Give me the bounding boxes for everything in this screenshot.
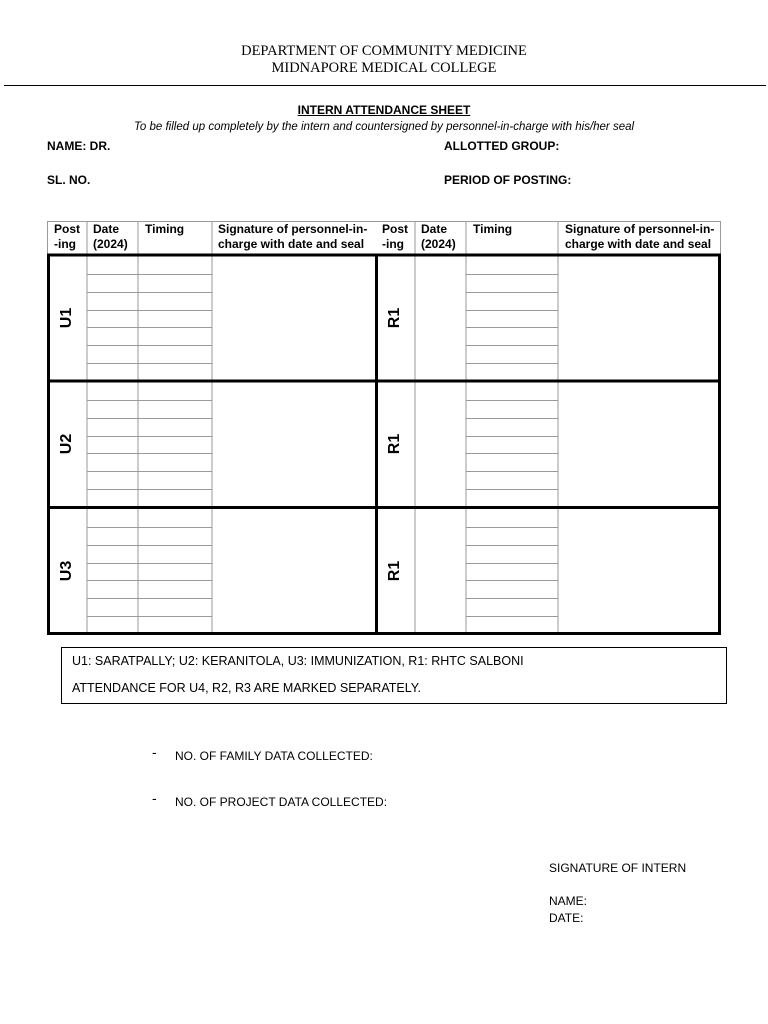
attendance-grid — [47, 221, 721, 635]
signature-name-label: NAME: — [549, 894, 588, 908]
college-title: MIDNAPORE MEDICAL COLLEGE — [271, 60, 497, 76]
header-posting-right: Post -ing — [382, 222, 409, 251]
sheet-subtitle: To be filled up completely by the intern and countersigned by personnel-in-charge with his/her seal — [133, 121, 635, 133]
name-field-label: NAME: DR. — [47, 139, 111, 153]
block-code-right-3: R1 — [386, 560, 403, 582]
signature-of-intern-label: SIGNATURE OF INTERN — [549, 861, 687, 875]
department-title: DEPARTMENT OF COMMUNITY MEDICINE — [241, 43, 527, 59]
header-timing-left: Timing — [145, 222, 185, 236]
header-divider — [4, 85, 766, 86]
grid-lines — [47, 221, 721, 635]
block-code-right-2: R1 — [386, 433, 403, 455]
period-of-posting-label: PERIOD OF POSTING: — [444, 173, 572, 187]
legend-line-2: ATTENDANCE FOR U4, R2, R3 ARE MARKED SEPARATELY. — [72, 681, 421, 695]
header-signature-left: Signature of personnel-in- charge with date and seal — [218, 222, 368, 251]
header-signature-right: Signature of personnel-in- charge with date and seal — [565, 222, 715, 251]
header-timing-right: Timing — [473, 222, 513, 236]
project-data-label: NO. OF PROJECT DATA COLLECTED: — [175, 795, 388, 809]
signature-date-label: DATE: — [549, 911, 584, 925]
sl-no-label: SL. NO. — [47, 173, 91, 187]
header-date-right: Date (2024) — [421, 222, 456, 251]
dash-marker: - — [152, 790, 157, 806]
dash-marker: - — [152, 744, 157, 760]
block-code-left-3: U3 — [58, 560, 75, 582]
block-code-left-1: U1 — [58, 307, 75, 329]
block-code-right-1: R1 — [386, 307, 403, 329]
sheet-title: INTERN ATTENDANCE SHEET — [297, 103, 471, 117]
header-posting-left: Post -ing — [54, 222, 81, 251]
legend-box — [61, 647, 727, 704]
allotted-group-label: ALLOTTED GROUP: — [444, 139, 560, 153]
family-data-label: NO. OF FAMILY DATA COLLECTED: — [175, 749, 373, 763]
legend-line-1: U1: SARATPALLY; U2: KERANITOLA, U3: IMMUNIZATION, R1: RHTC SALBONI — [72, 654, 524, 668]
block-code-left-2: U2 — [58, 433, 75, 455]
header-date-left: Date (2024) — [93, 222, 128, 251]
